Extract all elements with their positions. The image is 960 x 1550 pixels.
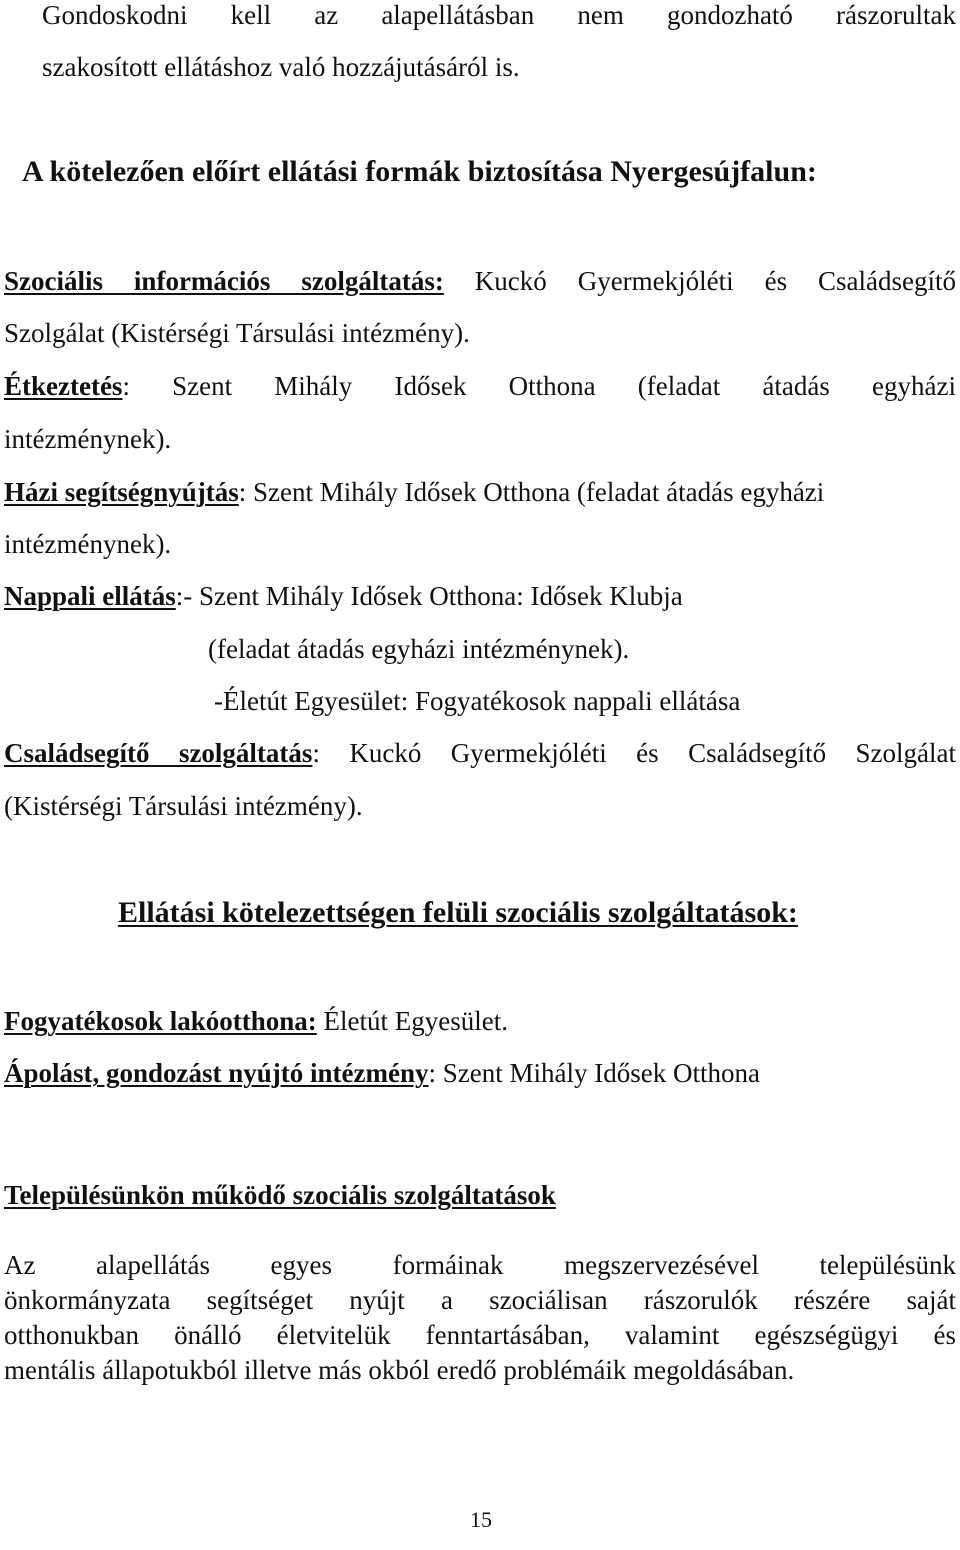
szocialis-info-line-2: Szolgálat (Kistérségi Társulási intézmény). — [4, 318, 470, 348]
page-number: 15 — [470, 1507, 492, 1532]
etkeztetes-line-1 — [4, 373, 956, 400]
szocialis-info-line-1 — [4, 268, 956, 295]
etkeztetes-label: Étkeztetés — [4, 371, 123, 401]
hazi-line-2: intézménynek). — [4, 529, 172, 559]
csaladsegito-label: Családsegítő szolgáltatás — [4, 738, 313, 768]
nappali-line-2: (feladat átadás egyházi intézménynek). — [208, 634, 630, 664]
paragraph-line-3: otthonukban önálló életvitelük fenntartásában, valamint egészségügyi és — [4, 1320, 956, 1350]
section-1-title: A kötelezően előírt ellátási formák biztosítása Nyergesújfalun: — [22, 155, 817, 188]
nappali-line-3: -Életút Egyesület: Fogyatékosok nappali ellátása — [214, 686, 741, 716]
apolast-line — [4, 1060, 760, 1087]
csaladsegito-line-2: (Kistérségi Társulási intézmény). — [4, 791, 363, 821]
szocialis-info-label: Szociális információs szolgáltatás: — [4, 266, 444, 296]
apolast-text: : Szent Mihály Idősek Otthona — [428, 1058, 760, 1088]
intro-line-1: Gondoskodni kell az alapellátásban nem gondozható rászorultak — [42, 0, 956, 30]
csaladsegito-line-1 — [4, 740, 956, 767]
etkeztetes-line-2: intézménynek). — [4, 424, 172, 454]
fogyatekosok-text: Életút Egyesület. — [316, 1006, 508, 1036]
hazi-text: : Szent Mihály Idősek Otthona (feladat átadás egyházi — [238, 477, 825, 507]
nappali-label: Nappali ellátás — [4, 581, 176, 611]
section-2-title: Ellátási kötelezettségen felüli szociális szolgáltatások: — [118, 896, 798, 929]
paragraph-line-2: önkormányzata segítséget nyújt a szociálisan rászorulók részére saját — [4, 1285, 956, 1315]
paragraph-line-4: mentális állapotukból illetve más okból eredő problémáik megoldásában. — [4, 1355, 795, 1385]
hazi-line-1 — [4, 479, 824, 506]
nappali-text: :- Szent Mihály Idősek Otthona: Idősek Klubja — [175, 581, 683, 611]
etkeztetes-text: : Szent Mihály Idősek Otthona (feladat átadás egyházi — [122, 371, 956, 401]
hazi-label: Házi segítségnyújtás — [4, 477, 239, 507]
nappali-line-1 — [4, 583, 683, 610]
apolast-label: Ápolást, gondozást nyújtó intézmény — [4, 1058, 429, 1088]
intro-line-2: szakosított ellátáshoz való hozzájutásáról is. — [42, 52, 520, 82]
fogyatekosok-label: Fogyatékosok lakóotthona: — [4, 1006, 317, 1036]
szocialis-info-text: Kuckó Gyermekjóléti és Családsegítő — [443, 266, 956, 296]
paragraph-line-1: Az alapellátás egyes formáinak megszervezésével településünk — [4, 1250, 956, 1280]
csaladsegito-text: : Kuckó Gyermekjóléti és Családsegítő Szolgálat — [312, 738, 956, 768]
section-3-title: Településünkön működő szociális szolgáltatások — [4, 1180, 556, 1210]
fogyatekosok-line — [4, 1008, 508, 1035]
